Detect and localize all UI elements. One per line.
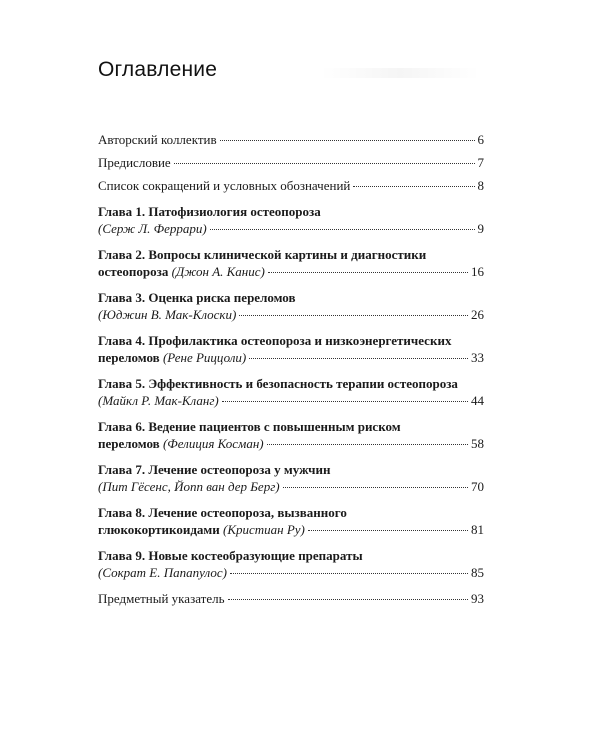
leader-dots xyxy=(228,599,468,600)
chapter-page: 81 xyxy=(471,522,484,537)
page-title: Оглавление xyxy=(98,58,218,81)
chapter-page: 85 xyxy=(471,565,484,580)
chapter-title-cont: глюкокортикоидами xyxy=(98,522,224,537)
leader-dots xyxy=(220,140,475,141)
chapter-title-cont: остеопороза xyxy=(98,264,172,279)
chapter-author: (Пит Гёсенс, Йопп ван дер Берг) xyxy=(98,479,280,494)
toc-page: 93 xyxy=(471,591,484,606)
toc-subject-index[interactable] xyxy=(98,590,484,607)
toc-chapter-9[interactable] xyxy=(98,547,484,581)
leader-dots xyxy=(174,163,475,164)
chapter-author: (Серж Л. Феррари) xyxy=(98,221,207,236)
chapter-page: 44 xyxy=(471,393,484,408)
chapter-title: Глава 2. Вопросы клинической картины и диагностики xyxy=(98,247,427,262)
leader-dots xyxy=(308,530,468,531)
chapter-page: 33 xyxy=(471,350,484,365)
leader-dots xyxy=(222,401,468,402)
toc-chapter-6[interactable] xyxy=(98,418,484,452)
chapter-author: (Майкл Р. Мак-Кланг) xyxy=(98,393,219,408)
chapter-title-cont: переломов xyxy=(98,350,163,365)
toc-label: Предисловие xyxy=(98,155,171,170)
toc-page: 8 xyxy=(477,178,484,193)
leader-dots xyxy=(249,358,468,359)
leader-dots xyxy=(230,573,468,574)
chapter-author: (Рене Риццоли) xyxy=(162,350,247,365)
toc-chapter-7[interactable] xyxy=(98,461,484,495)
leader-dots xyxy=(268,272,468,273)
chapter-author: (Сократ Е. Папапулос) xyxy=(98,565,227,580)
toc-label: Список сокращений и условных обозначений xyxy=(98,178,351,193)
toc-page: 7 xyxy=(477,155,484,170)
toc-label: Авторский коллектив xyxy=(98,132,217,147)
toc-front-authors[interactable] xyxy=(98,131,484,148)
chapter-title: Глава 8. Лечение остеопороза, вызванного xyxy=(98,505,347,520)
chapter-page: 58 xyxy=(471,436,484,451)
faint-bleedthrough xyxy=(320,68,480,78)
chapter-title: Глава 3. Оценка риска переломов xyxy=(98,290,296,305)
chapter-title: Глава 7. Лечение остеопороза у мужчин xyxy=(98,462,331,477)
toc-chapter-2[interactable] xyxy=(98,246,484,280)
leader-dots xyxy=(353,186,474,187)
toc-label: Предметный указатель xyxy=(98,591,225,606)
leader-dots xyxy=(283,487,468,488)
chapter-author: (Юджин В. Мак-Клоски) xyxy=(98,307,237,322)
leader-dots xyxy=(210,229,475,230)
toc-front-abbreviations[interactable] xyxy=(98,177,484,194)
toc-front-preface[interactable] xyxy=(98,154,484,171)
toc-chapter-4[interactable] xyxy=(98,332,484,366)
leader-dots xyxy=(239,315,468,316)
chapter-title: Глава 6. Ведение пациентов с повышенным риском xyxy=(98,419,401,434)
chapter-page: 70 xyxy=(471,479,484,494)
toc-chapter-5[interactable] xyxy=(98,375,484,409)
leader-dots xyxy=(267,444,468,445)
chapter-author: (Джон А. Канис) xyxy=(171,264,265,279)
toc-page: 6 xyxy=(477,132,484,147)
chapter-author: (Кристиан Ру) xyxy=(223,522,305,537)
toc-chapter-1[interactable] xyxy=(98,203,484,237)
chapter-title: Глава 5. Эффективность и безопасность терапии остеопороза xyxy=(98,376,458,391)
chapter-title: Глава 4. Профилактика остеопороза и низкоэнергетических xyxy=(98,333,452,348)
chapter-page: 9 xyxy=(477,221,484,236)
chapter-author: (Фелиция Косман) xyxy=(162,436,264,451)
chapter-page: 16 xyxy=(471,264,484,279)
chapter-title: Глава 9. Новые костеобразующие препараты xyxy=(98,548,363,563)
toc-chapter-3[interactable] xyxy=(98,289,484,323)
chapter-title-cont: переломов xyxy=(98,436,163,451)
toc-chapter-8[interactable] xyxy=(98,504,484,538)
chapter-page: 26 xyxy=(471,307,484,322)
chapter-title: Глава 1. Патофизиология остеопороза xyxy=(98,204,321,219)
table-of-contents xyxy=(98,131,484,613)
